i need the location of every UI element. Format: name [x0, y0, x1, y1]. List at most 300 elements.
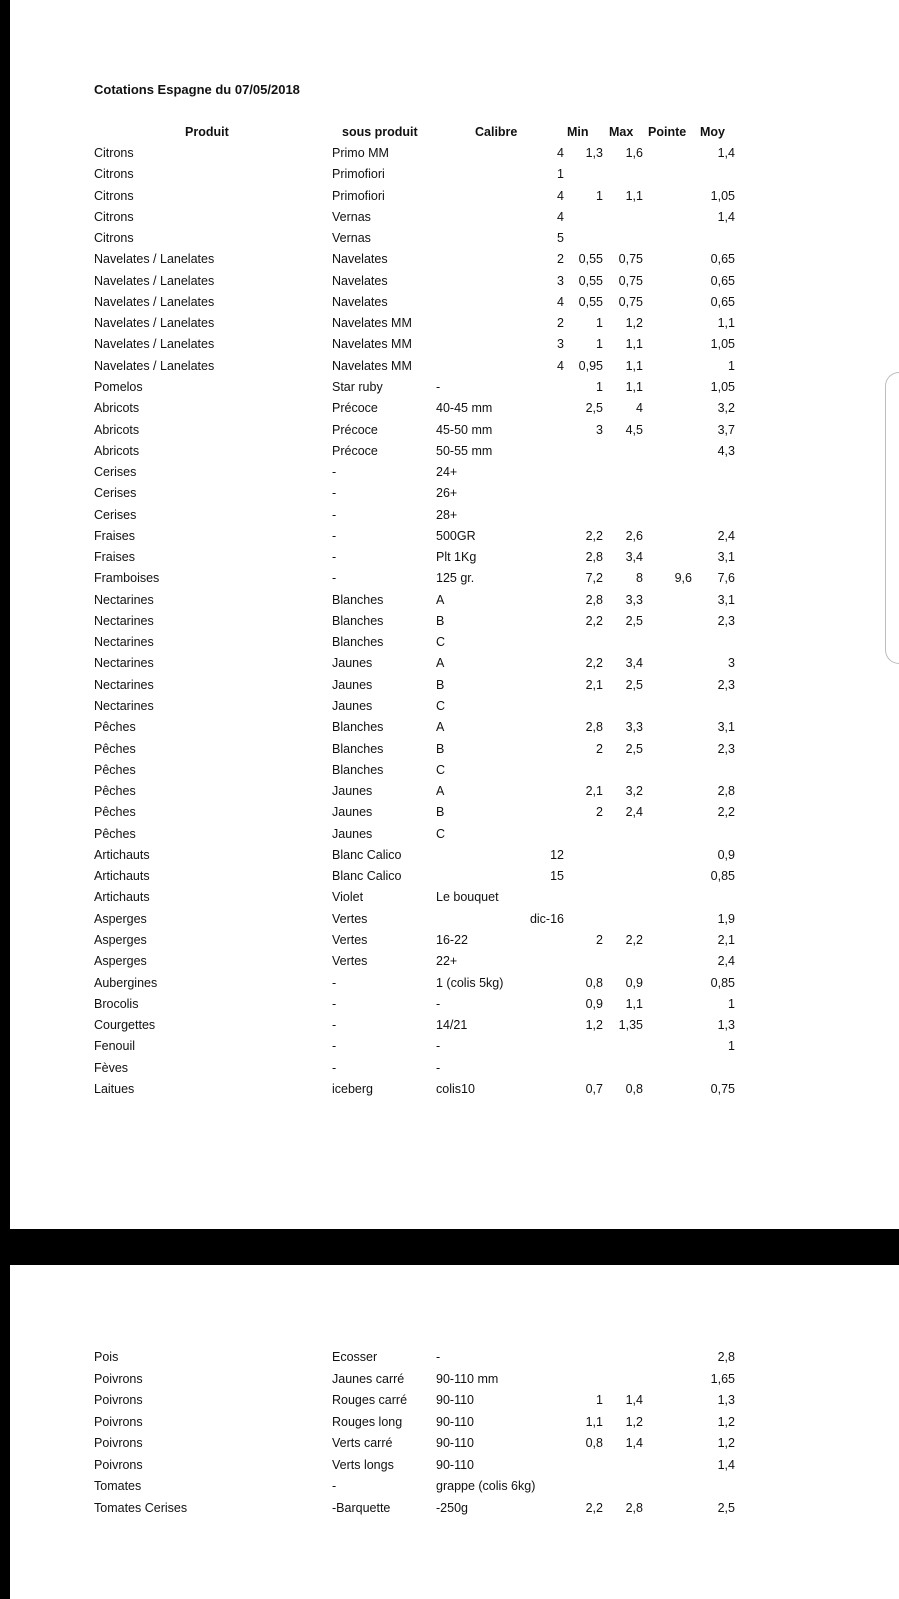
cell-moy: 1,4 [717, 209, 735, 224]
cell-moy: 1,4 [717, 146, 735, 160]
cell-sous-produit: Verts longs [332, 1457, 394, 1472]
cell-calibre: 1 (colis 5kg) [436, 975, 504, 990]
cell-calibre-numeric: 5 [557, 231, 564, 246]
cell-calibre: C [436, 635, 446, 650]
cell-calibre-numeric: 2 [557, 316, 564, 331]
cell-sous-produit: Navelates [332, 252, 388, 267]
cell-calibre-numeric: 4 [557, 188, 564, 203]
cell-calibre: - [436, 379, 441, 394]
cell-calibre: 16-22 [436, 932, 468, 947]
table-row [10, 483, 899, 503]
cell-max: 1,6 [625, 146, 643, 160]
cell-calibre: 22+ [436, 954, 458, 969]
table-row [10, 164, 899, 184]
cell-moy: 2,8 [717, 784, 735, 799]
cell-calibre: grappe (colis 6kg) [436, 1479, 536, 1493]
cell-max: 2,6 [625, 528, 643, 543]
cell-moy: 3,1 [717, 720, 735, 735]
cell-sous-produit: iceberg [332, 1081, 373, 1096]
cell-produit: Navelates / Lanelates [94, 316, 215, 331]
cell-calibre: 40-45 mm [436, 401, 493, 416]
table-row [10, 186, 899, 206]
cell-produit: Framboises [94, 571, 160, 586]
cell-produit: Navelates / Lanelates [94, 358, 215, 373]
table-row [10, 568, 899, 588]
cell-sous-produit: - [332, 996, 337, 1011]
cell-produit: Fraises [94, 528, 135, 543]
table-row [10, 930, 899, 950]
table-row [10, 356, 899, 376]
cell-produit: Brocolis [94, 996, 139, 1011]
cell-moy: 2,5 [717, 1500, 735, 1515]
cell-calibre: A [436, 656, 445, 671]
cell-produit: Poivrons [94, 1436, 143, 1450]
table-row [10, 802, 899, 822]
cell-min: 1 [596, 1393, 603, 1407]
cell-sous-produit: - [332, 571, 337, 586]
cell-max: 0,75 [618, 294, 643, 309]
cell-calibre: 45-50 mm [436, 422, 493, 437]
cell-moy: 2,4 [717, 528, 735, 543]
cell-min: 7,2 [585, 571, 603, 586]
cell-produit: Nectarines [94, 613, 154, 628]
cell-moy: 1 [728, 358, 735, 373]
cell-produit: Artichauts [94, 890, 150, 905]
cell-moy: 1,1 [717, 316, 735, 331]
cell-sous-produit: -Barquette [332, 1500, 391, 1515]
cell-sous-produit: Précoce [332, 401, 378, 416]
cell-max: 3,4 [625, 550, 643, 565]
table-row [10, 781, 899, 801]
table-row [10, 909, 899, 929]
cell-calibre: 90-110 [436, 1414, 474, 1429]
table-row [10, 866, 899, 886]
cell-moy: 1,05 [710, 337, 735, 352]
cell-calibre-numeric: dic-16 [529, 911, 564, 926]
table-header [10, 122, 899, 142]
document-page-1 [10, 0, 899, 1229]
cell-sous-produit: - [332, 528, 337, 543]
cell-produit: Fenouil [94, 1039, 135, 1054]
cell-min: 1,1 [585, 1414, 603, 1429]
table-row [10, 505, 899, 525]
cell-moy: 1,9 [717, 911, 735, 926]
cell-sous-produit: Jaunes [332, 784, 373, 799]
table-row [10, 675, 899, 695]
cell-moy: 2,3 [717, 741, 735, 756]
cell-max: 4 [636, 401, 643, 416]
cell-min: 2,1 [585, 784, 603, 799]
cell-produit: Pêches [94, 720, 136, 735]
cell-calibre-numeric: 3 [557, 273, 564, 288]
cell-max: 1,35 [618, 1018, 643, 1033]
cell-sous-produit: - [332, 486, 337, 501]
table-row [10, 420, 899, 440]
table-row [10, 739, 899, 759]
cell-max: 2,5 [625, 613, 643, 628]
cell-calibre: A [436, 784, 445, 799]
cell-produit: Courgettes [94, 1018, 156, 1033]
cell-produit: Citrons [94, 231, 134, 246]
cell-min: 2 [596, 932, 603, 947]
cell-produit: Artichauts [94, 847, 150, 862]
table-row [10, 611, 899, 631]
cell-sous-produit: Vertes [332, 911, 368, 926]
cell-calibre: C [436, 826, 446, 841]
cell-moy: 1,2 [717, 1414, 735, 1429]
table-row [10, 271, 899, 291]
cell-produit: Citrons [94, 146, 134, 160]
cell-calibre: 28+ [436, 507, 458, 522]
cell-max: 1,4 [625, 1393, 643, 1407]
cell-min: 0,9 [585, 996, 603, 1011]
table-row [10, 951, 899, 971]
table-row [10, 632, 899, 652]
cell-min: 1,3 [585, 146, 603, 160]
header-sous-produit: sous produit [342, 125, 418, 139]
cell-min: 0,8 [585, 975, 603, 990]
cell-max: 0,75 [618, 252, 643, 267]
cell-sous-produit: - [332, 1018, 337, 1033]
cell-calibre-numeric: 1 [557, 167, 564, 182]
cell-produit: Pomelos [94, 379, 143, 394]
cell-moy: 1,3 [717, 1018, 735, 1033]
cell-min: 2,1 [585, 677, 603, 692]
cell-min: 0,95 [578, 358, 603, 373]
cell-produit: Abricots [94, 422, 140, 437]
cell-sous-produit: Blanches [332, 762, 384, 777]
cell-sous-produit: Rouges carré [332, 1393, 408, 1407]
cell-max: 2,4 [625, 805, 643, 820]
cell-produit: Navelates / Lanelates [94, 294, 215, 309]
cell-produit: Cerises [94, 465, 137, 480]
header-moy: Moy [700, 125, 725, 139]
cell-calibre: Le bouquet [436, 890, 499, 905]
cell-min: 2,8 [585, 720, 603, 735]
cell-produit: Citrons [94, 188, 134, 203]
cell-min: 3 [596, 422, 603, 437]
cell-calibre: C [436, 699, 446, 714]
cell-sous-produit: Blanches [332, 592, 384, 607]
cell-calibre-numeric: 3 [557, 337, 564, 352]
cell-moy: 2,8 [717, 1350, 735, 1364]
cell-max: 0,8 [625, 1081, 643, 1096]
cell-max: 2,2 [625, 932, 643, 947]
table-row [10, 1412, 899, 1432]
cell-moy: 4,3 [717, 443, 735, 458]
table-row [10, 313, 899, 333]
cell-produit: Artichauts [94, 869, 150, 884]
table-row [10, 1079, 899, 1099]
cell-min: 0,7 [585, 1081, 603, 1096]
cell-moy: 2,3 [717, 677, 735, 692]
cell-sous-produit: Blanc Calico [332, 847, 402, 862]
cell-moy: 1,4 [717, 1457, 735, 1472]
cell-produit: Asperges [94, 911, 147, 926]
cell-produit: Nectarines [94, 677, 154, 692]
cell-min: 2,8 [585, 550, 603, 565]
cell-max: 3,4 [625, 656, 643, 671]
cell-calibre: colis10 [436, 1081, 475, 1096]
cell-produit: Tomates [94, 1479, 142, 1493]
table-row [10, 249, 899, 269]
cell-produit: Fèves [94, 1060, 129, 1075]
cell-calibre: 26+ [436, 486, 458, 501]
cell-sous-produit: - [332, 550, 337, 565]
cell-sous-produit: Jaunes [332, 699, 373, 714]
cell-min: 2,2 [585, 1500, 603, 1515]
cell-produit: Nectarines [94, 592, 154, 607]
cell-moy: 0,75 [710, 1081, 735, 1096]
cell-sous-produit: - [332, 975, 337, 990]
cell-min: 0,55 [578, 294, 603, 309]
cell-produit: Fraises [94, 550, 135, 565]
cell-sous-produit: - [332, 1060, 337, 1075]
table-row [10, 547, 899, 567]
cell-produit: Nectarines [94, 635, 154, 650]
document-page-2 [10, 1265, 899, 1599]
table-row [10, 1476, 899, 1496]
cell-produit: Pêches [94, 741, 136, 756]
cell-moy: 1,05 [710, 188, 735, 203]
scrollbar[interactable] [885, 372, 899, 664]
cell-max: 3,3 [625, 592, 643, 607]
cell-moy: 0,85 [710, 975, 735, 990]
document-title: Cotations Espagne du 07/05/2018 [94, 82, 300, 97]
cell-calibre: 125 gr. [436, 571, 475, 586]
table-row [10, 143, 899, 163]
table-row [10, 1369, 899, 1389]
table-row [10, 1015, 899, 1035]
cell-min: 0,55 [578, 252, 603, 267]
cell-produit: Navelates / Lanelates [94, 337, 215, 352]
cell-max: 1,2 [625, 316, 643, 331]
table-row [10, 398, 899, 418]
cell-sous-produit: Vernas [332, 231, 371, 246]
cell-produit: Cerises [94, 507, 137, 522]
cell-produit: Pêches [94, 762, 136, 777]
table-row [10, 1390, 899, 1410]
cell-pointe: 9,6 [674, 571, 692, 586]
table-row [10, 1058, 899, 1078]
header-min: Min [567, 125, 589, 139]
cell-produit: Nectarines [94, 699, 154, 714]
cell-calibre: A [436, 720, 445, 735]
cell-min: 1,2 [585, 1018, 603, 1033]
cell-produit: Citrons [94, 167, 134, 182]
cell-calibre: Plt 1Kg [436, 550, 477, 565]
cell-calibre: 500GR [436, 528, 476, 543]
cell-calibre-numeric: 4 [557, 358, 564, 373]
cell-sous-produit: Vertes [332, 954, 368, 969]
cell-sous-produit: Ecosser [332, 1350, 378, 1364]
cell-max: 3,3 [625, 720, 643, 735]
cell-calibre: B [436, 741, 445, 756]
cell-produit: Poivrons [94, 1414, 143, 1429]
cell-sous-produit: - [332, 1479, 337, 1493]
cell-moy: 3,1 [717, 592, 735, 607]
cell-min: 2,8 [585, 592, 603, 607]
cell-calibre: C [436, 762, 446, 777]
cell-sous-produit: Jaunes [332, 677, 373, 692]
cell-moy: 0,65 [710, 294, 735, 309]
table-row [10, 207, 899, 227]
cell-moy: 1,2 [717, 1436, 735, 1450]
cell-sous-produit: Violet [332, 890, 364, 905]
cell-moy: 1 [728, 996, 735, 1011]
cell-calibre: 90-110 [436, 1393, 474, 1407]
cell-min: 1 [596, 337, 603, 352]
table-row [10, 1433, 899, 1453]
cell-max: 1,4 [625, 1436, 643, 1450]
cell-calibre: B [436, 677, 445, 692]
cell-calibre-numeric: 15 [550, 869, 564, 884]
cell-max: 2,5 [625, 741, 643, 756]
cell-sous-produit: Navelates MM [332, 337, 412, 352]
header-produit: Produit [185, 125, 229, 139]
cell-sous-produit: Navelates [332, 294, 388, 309]
cell-produit: Tomates Cerises [94, 1500, 188, 1515]
cell-max: 2,8 [625, 1500, 643, 1515]
cell-calibre: - [436, 1350, 441, 1364]
cell-sous-produit: Rouges long [332, 1414, 403, 1429]
cell-produit: Cerises [94, 486, 137, 501]
cell-sous-produit: Précoce [332, 443, 378, 458]
cell-sous-produit: Blanc Calico [332, 869, 402, 884]
cell-sous-produit: Navelates MM [332, 316, 412, 331]
table-row [10, 441, 899, 461]
cell-moy: 0,65 [710, 252, 735, 267]
cell-sous-produit: Vernas [332, 209, 371, 224]
cell-max: 8 [636, 571, 643, 586]
cell-sous-produit: Jaunes [332, 826, 373, 841]
cell-calibre: 90-110 mm [436, 1371, 499, 1386]
cell-moy: 3,7 [717, 422, 735, 437]
cell-calibre-numeric: 4 [557, 294, 564, 309]
cell-produit: Pêches [94, 784, 136, 799]
cell-min: 2 [596, 805, 603, 820]
table-row [10, 1455, 899, 1475]
cell-moy: 1,3 [717, 1393, 735, 1407]
cell-sous-produit: - [332, 1039, 337, 1054]
cell-sous-produit: Verts carré [332, 1436, 393, 1450]
table-row [10, 824, 899, 844]
cell-sous-produit: Navelates [332, 273, 388, 288]
cell-sous-produit: Primo MM [332, 146, 389, 160]
table-row [10, 887, 899, 907]
cell-calibre-numeric: 4 [557, 209, 564, 224]
cell-calibre: B [436, 805, 445, 820]
cell-calibre: 90-110 [436, 1457, 474, 1472]
cell-produit: Poivrons [94, 1393, 143, 1407]
table-row [10, 1498, 899, 1518]
table-row [10, 292, 899, 312]
table-row [10, 590, 899, 610]
cell-calibre: B [436, 613, 445, 628]
table-row [10, 1036, 899, 1056]
cell-moy: 1,05 [710, 379, 735, 394]
table-row [10, 526, 899, 546]
cell-max: 1,2 [625, 1414, 643, 1429]
cell-produit: Pêches [94, 805, 136, 820]
cell-moy: 7,6 [717, 571, 735, 586]
cell-min: 2 [596, 741, 603, 756]
table-row [10, 994, 899, 1014]
cell-min: 2,5 [585, 401, 603, 416]
cell-min: 0,55 [578, 273, 603, 288]
cell-sous-produit: Blanches [332, 741, 384, 756]
cell-min: 2,2 [585, 528, 603, 543]
cell-moy: 1 [728, 1039, 735, 1054]
cell-moy: 2,3 [717, 613, 735, 628]
table-row [10, 228, 899, 248]
cell-moy: 0,85 [710, 869, 735, 884]
table-row [10, 377, 899, 397]
cell-sous-produit: Précoce [332, 422, 378, 437]
cell-min: 1 [596, 379, 603, 394]
cell-produit: Abricots [94, 401, 140, 416]
cell-calibre: - [436, 1060, 441, 1075]
cell-min: 2,2 [585, 656, 603, 671]
cell-produit: Laitues [94, 1081, 135, 1096]
cell-calibre-numeric: 2 [557, 252, 564, 267]
cell-produit: Navelates / Lanelates [94, 273, 215, 288]
table-row [10, 717, 899, 737]
cell-max: 0,9 [625, 975, 643, 990]
table-row [10, 1347, 899, 1367]
cell-max: 2,5 [625, 677, 643, 692]
table-row [10, 760, 899, 780]
cell-min: 1 [596, 188, 603, 203]
cell-sous-produit: Jaunes [332, 805, 373, 820]
cell-calibre: 24+ [436, 465, 458, 480]
table-row [10, 653, 899, 673]
cell-calibre: 90-110 [436, 1436, 474, 1450]
cell-sous-produit: Star ruby [332, 379, 383, 394]
table-row [10, 845, 899, 865]
cell-produit: Aubergines [94, 975, 158, 990]
cell-calibre: A [436, 592, 445, 607]
cell-calibre-numeric: 12 [550, 847, 564, 862]
cell-produit: Pêches [94, 826, 136, 841]
cell-calibre: -250g [436, 1500, 468, 1515]
cell-max: 4,5 [625, 422, 643, 437]
cell-sous-produit: Blanches [332, 635, 384, 650]
header-calibre: Calibre [475, 125, 518, 139]
cell-calibre: - [436, 1039, 441, 1054]
cell-max: 1,1 [625, 996, 643, 1011]
cell-max: 1,1 [625, 358, 643, 373]
table-row [10, 334, 899, 354]
header-pointe: Pointe [648, 125, 687, 139]
cell-produit: Navelates / Lanelates [94, 252, 215, 267]
cell-sous-produit: Navelates MM [332, 358, 412, 373]
cell-max: 1,1 [625, 188, 643, 203]
cell-moy: 3,2 [717, 401, 735, 416]
cell-min: 2,2 [585, 613, 603, 628]
cell-min: 0,8 [585, 1436, 603, 1450]
cell-moy: 2,4 [717, 954, 735, 969]
cell-produit: Poivrons [94, 1371, 143, 1386]
cell-sous-produit: - [332, 507, 337, 522]
cell-produit: Asperges [94, 932, 147, 947]
cell-sous-produit: Blanches [332, 613, 384, 628]
cell-moy: 0,9 [717, 847, 735, 862]
cell-produit: Asperges [94, 954, 147, 969]
cell-max: 1,1 [625, 379, 643, 394]
cell-min: 1 [596, 316, 603, 331]
cell-max: 3,2 [625, 784, 643, 799]
